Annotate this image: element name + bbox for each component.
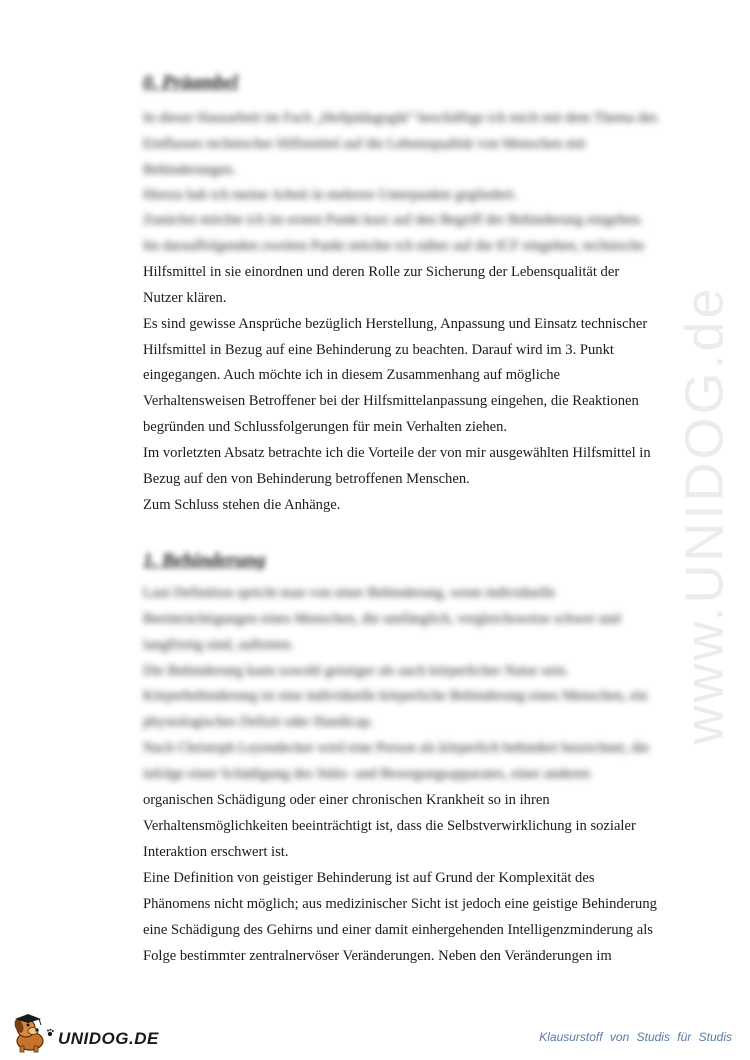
paragraph-line: Laut Definition spricht man von einer Behinderung, wenn individuelle <box>143 585 556 601</box>
logo-text: UNIDOG.DE <box>58 1029 159 1048</box>
paragraph-line: Bezug auf den von Behinderung betroffenen Menschen. <box>143 471 470 487</box>
paragraph-line: Nutzer klären. <box>143 290 227 306</box>
paragraph-line: Behinderungen. <box>143 162 236 178</box>
section-heading-praeambel: 0. Präambel <box>143 72 238 93</box>
paragraph-line: Es sind gewisse Ansprüche bezüglich Herstellung, Anpassung und Einsatz technischer <box>143 316 648 332</box>
paragraph-line: Zunächst möchte ich im ersten Punkt kurz auf den Begriff der Behinderung eingehen. <box>143 212 644 228</box>
paragraph-line: begründen und Schlussfolgerungen für mein Verhalten ziehen. <box>143 419 508 435</box>
paragraph-line: Einflusses technischer Hilfsmittel auf die Lebensqualität von Menschen mit <box>143 136 586 152</box>
paragraph-line: Im vorletzten Absatz betrachte ich die Vorteile der von mir ausgewählten Hilfsmittel in <box>143 445 651 461</box>
paragraph-line: Phänomens nicht möglich; aus medizinischer Sicht ist jedoch eine geistige Behinderung <box>143 896 657 912</box>
dog-mascot-icon <box>6 1014 56 1054</box>
paragraph-line: Verhaltensweisen Betroffener bei der Hilfsmittelanpassung eingehen, die Reaktionen <box>143 393 639 409</box>
section-heading-behinderung: 1. Behinderung <box>143 550 266 571</box>
paragraph-line: physiologisches Defizit oder Handicap. <box>143 714 374 730</box>
watermark <box>660 280 750 750</box>
paragraph-line: Körperbehinderung ist eine individuelle körperliche Behinderung eines Menschen, ein <box>143 688 648 704</box>
paragraph-line: Interaktion erschwert ist. <box>143 844 289 860</box>
paragraph-line: Zum Schluss stehen die Anhänge. <box>143 497 341 513</box>
paragraph-line: In dieser Hausarbeit im Fach „Heilpädagogik“ beschäftige ich mich mit dem Thema des <box>143 110 658 126</box>
paragraph-line: Hilfsmittel in sie einordnen und deren Rolle zur Sicherung der Lebensqualität der <box>143 264 620 280</box>
paragraph-line: langfristig sind, auftreten. <box>143 637 294 653</box>
footer-tagline: Klausurstoff von Studis für Studis <box>539 1030 732 1044</box>
paragraph-line: Hilfsmittel in Bezug auf eine Behinderung zu beachten. Darauf wird im 3. Punkt <box>143 342 614 358</box>
unidog-logo[interactable] <box>6 1014 159 1054</box>
paragraph-line: eine Schädigung des Gehirns und einer damit einhergehenden Intelligenzminderung als <box>143 922 653 938</box>
paragraph-line: Beeinträchtigungen eines Menschen, die umfänglich, vergleichsweise schwer und <box>143 611 621 627</box>
paragraph-line: Eine Definition von geistiger Behinderung ist auf Grund der Komplexität des <box>143 870 595 886</box>
paragraph-line: Hierzu hab ich meine Arbeit in mehrere Unterpunkte gegliedert. <box>143 187 518 203</box>
paragraph-line: infolge einer Schädigung des Stütz- und Bewegungsapparates, einer anderen <box>143 766 590 782</box>
paragraph-line: Verhaltensmöglichkeiten beeinträchtigt ist, dass die Selbstverwirklichung in sozialer <box>143 818 636 834</box>
paragraph-line: eingegangen. Auch möchte ich in diesem Zusammenhang auf mögliche <box>143 367 561 383</box>
paragraph-line: Folge bestimmter zentralnervöser Veränderungen. Neben den Veränderungen im <box>143 948 612 964</box>
paragraph-line: organischen Schädigung oder einer chronischen Krankheit so in ihren <box>143 792 550 808</box>
paragraph-line: Nach Christoph Leyendecker wird eine Person als körperlich behindert bezeichnet, die <box>143 740 650 756</box>
watermark-text: www.UNIDOG.de <box>675 285 735 745</box>
paragraph-line: Die Behinderung kann sowohl geistiger als auch körperlicher Natur sein. <box>143 663 569 679</box>
paragraph-line: Im darauffolgenden zweiten Punkt möchte ich näher auf die ICF eingehen, technische <box>143 238 645 254</box>
